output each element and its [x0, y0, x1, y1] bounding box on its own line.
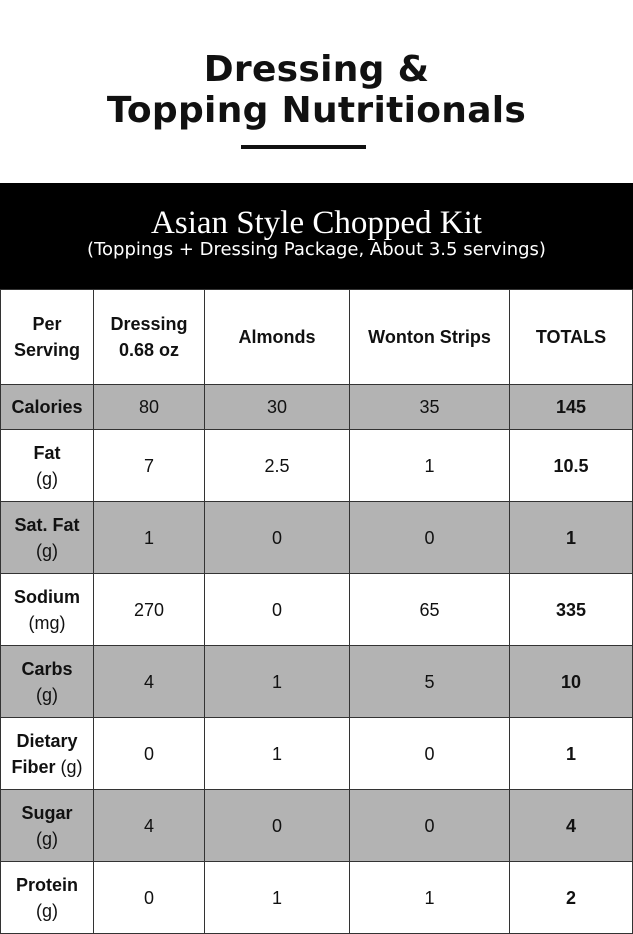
column-header-per-serving — [1, 290, 94, 385]
column-header-totals: TOTALS — [510, 290, 633, 385]
cell-total: 335 — [510, 574, 633, 646]
table-header-row — [1, 290, 633, 385]
cell-dressing: 1 — [94, 502, 205, 574]
table-row-carbs — [1, 646, 633, 718]
cell-total: 2 — [510, 862, 633, 934]
cell-almonds: 0 — [205, 574, 350, 646]
cell-total: 1 — [510, 502, 633, 574]
column-header-wonton-strips: Wonton Strips — [350, 290, 510, 385]
table-row-sodium — [1, 574, 633, 646]
cell-almonds: 30 — [205, 385, 350, 430]
column-header-serving: Serving — [13, 340, 81, 360]
cell-dressing: 4 — [94, 790, 205, 862]
table-row-protein — [1, 862, 633, 934]
cell-wonton: 5 — [350, 646, 510, 718]
title-underline — [241, 145, 366, 149]
row-label-line-2: Fiber (g) — [11, 756, 83, 777]
cell-dressing: 80 — [94, 385, 205, 430]
cell-total: 10.5 — [510, 430, 633, 502]
table-row-dietary-fiber — [1, 718, 633, 790]
cell-almonds: 1 — [205, 862, 350, 934]
cell-dressing: 0 — [94, 862, 205, 934]
column-header-dressing — [94, 290, 205, 385]
cell-wonton: 0 — [350, 502, 510, 574]
page-title-line-2: Topping Nutritionals — [106, 90, 527, 131]
cell-wonton: 65 — [350, 574, 510, 646]
row-label: Calories — [1, 385, 94, 430]
column-header-dressing-size: 0.68 oz — [118, 340, 180, 360]
cell-total: 1 — [510, 718, 633, 790]
column-header-dressing-name: Dressing — [110, 314, 188, 334]
cell-dressing: 7 — [94, 430, 205, 502]
kit-name: Asian Style Chopped Kit — [151, 205, 482, 241]
cell-dressing: 270 — [94, 574, 205, 646]
nutrition-table — [0, 289, 633, 934]
cell-dressing: 4 — [94, 646, 205, 718]
row-label: Carbs (g) — [1, 646, 94, 718]
row-label: Sodium (mg) — [1, 574, 94, 646]
cell-wonton: 0 — [350, 790, 510, 862]
cell-almonds: 0 — [205, 502, 350, 574]
row-label: Sat. Fat (g) — [1, 502, 94, 574]
cell-wonton: 1 — [350, 862, 510, 934]
cell-almonds: 1 — [205, 718, 350, 790]
cell-almonds: 1 — [205, 646, 350, 718]
row-label: Protein (g) — [1, 862, 94, 934]
cell-wonton: 35 — [350, 385, 510, 430]
header — [0, 0, 633, 183]
page-title-line-1: Dressing & — [203, 49, 430, 90]
table-row-fat — [1, 430, 633, 502]
table-row-sat-fat — [1, 502, 633, 574]
table-row-calories — [1, 385, 633, 430]
kit-subtitle: (Toppings + Dressing Package, About 3.5 servings) — [87, 239, 546, 260]
cell-wonton: 1 — [350, 430, 510, 502]
cell-total: 145 — [510, 385, 633, 430]
cell-total: 4 — [510, 790, 633, 862]
row-label: Dietary Fiber (g) — [1, 718, 94, 790]
cell-wonton: 0 — [350, 718, 510, 790]
kit-banner — [0, 183, 633, 289]
cell-dressing: 0 — [94, 718, 205, 790]
cell-almonds: 2.5 — [205, 430, 350, 502]
row-label: Sugar (g) — [1, 790, 94, 862]
cell-total: 10 — [510, 646, 633, 718]
column-header-almonds: Almonds — [205, 290, 350, 385]
table-row-sugar — [1, 790, 633, 862]
row-label: Fat (g) — [1, 430, 94, 502]
cell-almonds: 0 — [205, 790, 350, 862]
column-header-per: Per — [32, 314, 62, 334]
